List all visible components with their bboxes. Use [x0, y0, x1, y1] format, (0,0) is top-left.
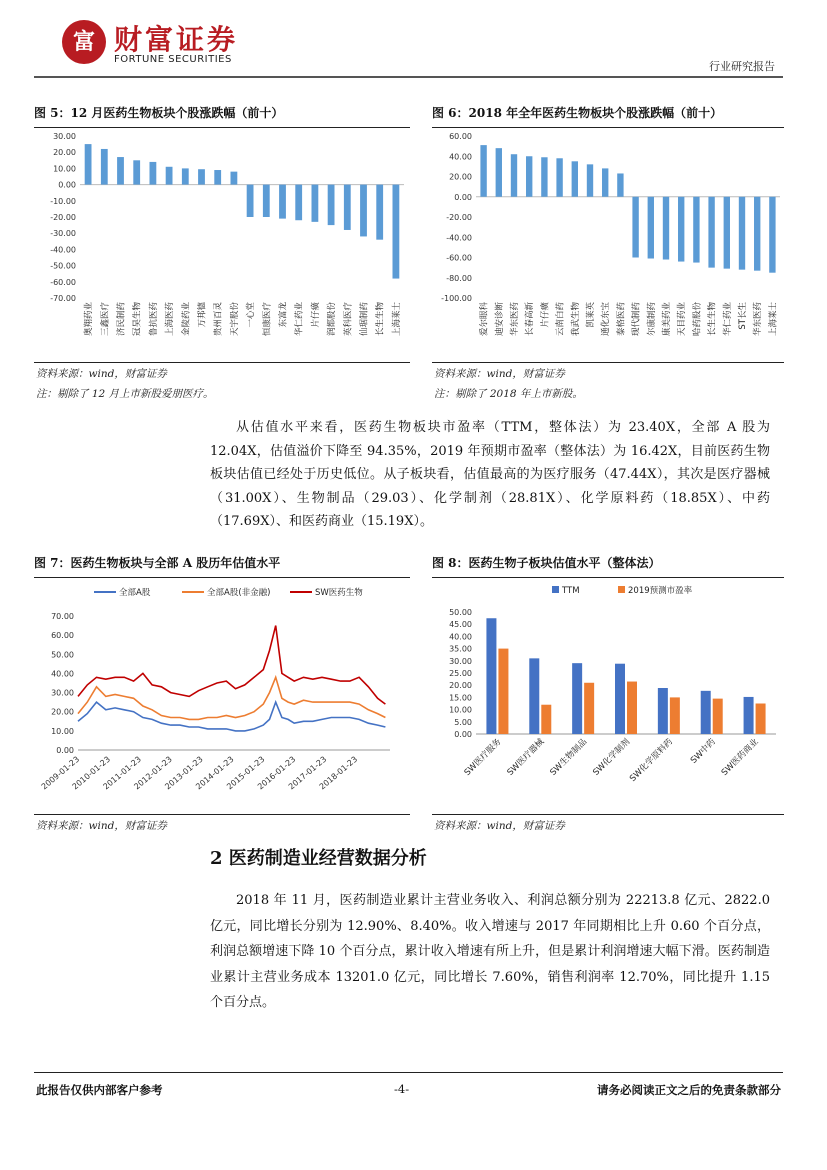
fig6-ytick-label: 40.00 [449, 152, 472, 162]
fig7-legend-label: 全部A股(非金融) [207, 588, 271, 598]
fig5-category-label: 冠昊生物 [132, 302, 143, 337]
fig5-bar [214, 170, 221, 185]
brand-name-en: FORTUNE SECURITIES [114, 54, 232, 65]
fig5-bar [263, 185, 270, 217]
fig5-bar [182, 168, 189, 184]
fig8-ytick-label: 25.00 [449, 669, 472, 678]
fig5-bar [311, 185, 318, 222]
fig6-category-label: ST长生 [738, 302, 748, 330]
fig7-xtick-label: 2015-01-23 [225, 754, 267, 792]
fig8-ytick-label: 40.00 [449, 632, 472, 642]
fig7-ytick-label: 20.00 [51, 707, 74, 717]
fig5-ytick-label: -20.00 [50, 213, 76, 222]
fig8-bar [498, 649, 508, 734]
fig5-title: 图 5：12 月医药生物板块个股涨跌幅（前十） [34, 106, 284, 120]
fig8-ytick-label: 30.00 [449, 656, 472, 666]
fig6-category-label: 爱尔眼科 [479, 302, 490, 337]
fig7-source: 资料来源：wind，财富证券 [36, 820, 167, 832]
report-type: 行业研究报告 [709, 60, 775, 73]
fig6-chart [432, 126, 784, 362]
fig7-ytick-label: 50.00 [51, 650, 74, 660]
fig8-bar [701, 691, 711, 734]
fig6-bar [754, 197, 760, 271]
fig8-legend-swatch [552, 586, 559, 593]
fig5-bar [392, 185, 399, 279]
fig5-category-label: 华仁药业 [294, 302, 305, 337]
fig6-ytick-label: 0.00 [454, 192, 472, 202]
fig5-category-label: 英科医疗 [343, 302, 354, 337]
figure-5 [34, 104, 410, 128]
fig7-xtick-label: 2010-01-23 [70, 754, 113, 792]
fig6-category-label: 长春高新 [525, 302, 536, 337]
fig6-category-label: 通化东宝 [601, 302, 612, 337]
fig8-bar [572, 663, 582, 734]
fig7-xtick-label: 2009-01-23 [39, 754, 82, 792]
fig8-ytick-label: 0.00 [454, 730, 472, 739]
fig5-category-label: 仙琚制药 [359, 302, 370, 337]
fig7-title: 图 7：医药生物板块与全部 A 股历年估值水平 [34, 556, 281, 570]
fig7-series-line [78, 677, 385, 719]
fig8-bar [627, 682, 637, 734]
fig5-category-label: 恒康医疗 [262, 302, 273, 337]
fig6-title: 图 6：2018 年全年医药生物板块个股涨跌幅（前十） [432, 106, 723, 120]
fig8-category-label: SW生物制品 [548, 737, 590, 778]
fig6-category-label: 康美药业 [662, 302, 672, 337]
fig5-category-label: 三鑫医疗 [100, 302, 111, 337]
fig6-category-label: 长生生物 [707, 302, 718, 337]
fig5-category-label: 片仔癀 [310, 302, 321, 328]
fig6-bar [496, 148, 502, 197]
fig8-category-label: SW医疗服务 [462, 737, 504, 778]
fig5-rule-bottom [34, 362, 410, 363]
fig7-series-line [78, 626, 385, 705]
fig5-ytick-label: 30.00 [53, 132, 76, 141]
fig8-bar [713, 699, 723, 734]
logo-glyph: 富 [72, 29, 95, 55]
fig8-bar [670, 697, 680, 734]
fig5-ytick-label: -10.00 [50, 196, 76, 206]
fig8-bar [486, 618, 496, 734]
figure-6 [432, 104, 784, 128]
fig6-ytick-label: 20.00 [449, 172, 472, 182]
fig8-ytick-label: 5.00 [454, 717, 472, 727]
fig8-ytick-label: 45.00 [449, 620, 472, 630]
fig5-ytick-label: -60.00 [50, 277, 76, 287]
fig6-category-label: 我武生物 [570, 302, 581, 337]
fig6-category-label: 片仔癀 [540, 302, 551, 328]
fig5-bar [328, 185, 335, 226]
fig7-ytick-label: 10.00 [51, 726, 74, 736]
fig7-xtick-label: 2018-01-23 [317, 754, 360, 792]
fig7-ytick-label: 0.00 [56, 746, 74, 755]
fig8-ytick-label: 20.00 [449, 681, 472, 691]
fig5-category-label: 东富龙 [278, 302, 289, 328]
fig6-bar [511, 154, 517, 197]
fig8-bar [529, 658, 539, 734]
fig5-bar [247, 185, 254, 217]
fig6-category-label: 迪安诊断 [494, 302, 505, 337]
fig6-bar [602, 168, 608, 196]
fig5-bar [149, 162, 156, 185]
fig5-category-label: 济民制药 [116, 302, 127, 337]
fig6-bar [739, 197, 745, 270]
figure-7 [34, 554, 410, 578]
fig8-ytick-label: 15.00 [449, 693, 472, 703]
section-paragraph [210, 888, 770, 1016]
header-divider [34, 76, 783, 78]
fig7-ytick-label: 60.00 [51, 631, 74, 641]
company-logo [62, 20, 106, 64]
fig5-ytick-label: 20.00 [53, 148, 76, 158]
fig6-category-label: 华东医药 [510, 302, 520, 337]
fig5-bar [85, 144, 92, 185]
fig5-category-label: 奥翔药业 [84, 302, 95, 337]
fig5-bar [166, 167, 173, 185]
fig5-bar [230, 172, 237, 185]
fig8-legend-swatch [618, 586, 625, 593]
fig5-bar [360, 185, 367, 237]
fig5-ytick-label: -40.00 [50, 245, 76, 255]
fig5-bar [295, 185, 302, 221]
fig6-category-label: 上海莱士 [768, 302, 779, 337]
fig8-chart [432, 576, 784, 814]
fig5-bar [133, 160, 140, 184]
valuation-text: 从估值水平来看，医药生物板块市盈率（TTM，整体法）为 23.40X，全部 A 股为 12.04X，估值溢价下降至 94.35%，2019 年预期市盈率（整体法）为 16.42X，目前医药生物板块估值已经处于历史低位。从子板块看，估值最高的为医疗服务（47.44X），其次是医疗器械（31.00X）、生物制品（29.03）、化学制剂（28.81X）、化学原料药（18.85X）、中药（17.69X）、和医药商业（15.19X）。 [210, 420, 770, 530]
fig5-bar [198, 169, 205, 184]
fig5-category-label: 鲁抗医药 [148, 302, 159, 337]
fig6-bar [632, 197, 638, 258]
fig8-legend-label: 2019预测市盈率 [628, 586, 693, 596]
fig8-category-label: SW中药 [688, 737, 718, 766]
fig7-xtick-label: 2014-01-23 [194, 754, 236, 792]
fig8-category-label: SW化学原料药 [628, 737, 675, 784]
fig8-ytick-label: 50.00 [449, 608, 472, 617]
fig6-category-label: 凯莱英 [586, 302, 596, 328]
fig8-bar [615, 664, 625, 734]
fig5-category-label: 润都股份 [327, 302, 338, 337]
fig6-category-label: 天目药业 [677, 302, 688, 337]
fig6-bar [587, 164, 593, 196]
fig5-category-label: 万邦德 [197, 302, 208, 328]
fig8-category-label: SW化学制剂 [591, 737, 633, 778]
fig6-category-label: 泰格医药 [616, 302, 627, 337]
fig5-category-label: 贵州百灵 [213, 302, 224, 337]
fig5-category-label: 天宇股份 [229, 302, 240, 337]
fig7-ytick-label: 70.00 [51, 612, 74, 621]
fig7-rule-bottom [34, 814, 410, 815]
fig5-category-label: 上海医药 [165, 302, 176, 337]
fig6-bar [617, 173, 623, 196]
fig6-bar [769, 197, 775, 273]
valuation-paragraph [210, 416, 770, 534]
fig6-category-label: 云南白药 [555, 302, 566, 337]
fig6-bar [572, 161, 578, 196]
fig6-bar [663, 197, 669, 260]
fig6-bar [556, 158, 562, 196]
fig6-ytick-label: -60.00 [446, 253, 472, 263]
fig7-xtick-label: 2016-01-23 [255, 754, 298, 792]
section-text: 2018 年 11 月，医药制造业累计主营业务收入、利润总额分别为 22213.8 亿元、2822.0 亿元，同比增长分别为 12.90%、8.40%。收入增速与 2017 年同期相比上升 0.60 个百分点，利润总额增速下降 10 个百分点，累计收入增速有所上升，但是累计利润增速大幅下滑。医药制造业累计主营业务成本 13201.0 亿元，同比增长 7.60%，销售利润率 12.70%，同比提升 1.15 个百分点。 [210, 893, 770, 1010]
fig8-ytick-label: 35.00 [449, 644, 472, 654]
fig5-ytick-label: 10.00 [53, 164, 76, 174]
fig6-bar [526, 156, 532, 197]
fig6-bar [541, 157, 547, 196]
fig6-ytick-label: -100.00 [441, 294, 472, 303]
brand-name-cn: 财富证券 [114, 23, 239, 56]
fig8-ytick-label: 10.00 [449, 705, 472, 715]
fig8-title: 图 8：医药生物子板块估值水平（整体法） [432, 556, 661, 570]
fig7-ytick-label: 30.00 [51, 688, 74, 698]
figure-8 [432, 554, 784, 578]
fig5-bar [279, 185, 286, 219]
fig6-bar [480, 145, 486, 197]
fig8-category-label: SW医药商业 [719, 737, 761, 778]
fig5-ytick-label: -30.00 [50, 229, 76, 239]
page-number: -4- [394, 1082, 410, 1096]
fig6-bar [708, 197, 714, 268]
fig5-source: 资料来源：wind，财富证券 [36, 368, 167, 380]
fig6-ytick-label: 60.00 [449, 132, 472, 141]
fig6-category-label: 哈药股份 [692, 302, 703, 337]
fig6-ytick-label: -80.00 [446, 273, 472, 283]
fig5-category-label: 上海莱士 [391, 302, 402, 337]
fig6-bar [648, 197, 654, 259]
section-title: 2 医药制造业经营数据分析 [210, 848, 427, 869]
fig8-bar [541, 705, 551, 734]
fig7-xtick-label: 2013-01-23 [163, 754, 205, 792]
footer-left: 此报告仅供内部客户参考 [36, 1083, 163, 1097]
fig5-category-label: 长生生物 [375, 302, 386, 337]
fig5-category-label: 一心堂 [246, 302, 257, 328]
footer-divider [34, 1072, 783, 1073]
fig6-rule-bottom [432, 362, 784, 363]
fig7-xtick-label: 2011-01-23 [101, 754, 143, 792]
fig8-bar [756, 704, 766, 735]
footer-right: 请务必阅读正文之后的免责条款部分 [597, 1083, 781, 1097]
fig7-legend-label: 全部A股 [119, 588, 151, 598]
fig8-rule-bottom [432, 814, 784, 815]
fig6-bar [693, 197, 699, 263]
fig8-legend-label: TTM [562, 586, 580, 596]
fig6-bar [678, 197, 684, 262]
fig6-category-label: 华东医药 [753, 302, 764, 337]
fig5-bar [376, 185, 383, 240]
fig5-bar [117, 157, 124, 185]
fig5-note: 注：剔除了 12 月上市新股爱朋医疗。 [36, 388, 214, 400]
fig8-source: 资料来源：wind，财富证券 [434, 820, 565, 832]
fig6-category-label: 现代制药 [631, 302, 642, 337]
fig5-chart [34, 126, 410, 362]
fig8-bar [744, 697, 754, 734]
fig8-bar [584, 683, 594, 734]
fig7-ytick-label: 40.00 [51, 669, 74, 679]
fig6-category-label: 尔康制药 [646, 302, 657, 337]
fig7-legend-label: SW医药生物 [315, 588, 363, 598]
fig7-xtick-label: 2017-01-23 [286, 754, 329, 792]
fig7-xtick-label: 2012-01-23 [132, 754, 174, 792]
fig5-bar [101, 149, 108, 185]
fig6-ytick-label: -20.00 [446, 213, 472, 222]
fig6-bar [724, 197, 730, 269]
fig5-ytick-label: -70.00 [50, 294, 76, 303]
fig8-category-label: SW医疗器械 [505, 737, 547, 778]
fig5-category-label: 金陵药业 [181, 302, 192, 337]
fig5-ytick-label: -50.00 [50, 261, 76, 271]
fig8-bar [658, 688, 668, 734]
fig7-chart [34, 576, 410, 814]
fig6-note: 注：剔除了 2018 年上市新股。 [434, 388, 583, 400]
fig5-ytick-label: 0.00 [58, 180, 76, 190]
fig5-bar [344, 185, 351, 230]
fig6-source: 资料来源：wind，财富证券 [434, 368, 565, 380]
fig6-category-label: 华仁药业 [722, 302, 733, 337]
fig6-ytick-label: -40.00 [446, 233, 472, 243]
